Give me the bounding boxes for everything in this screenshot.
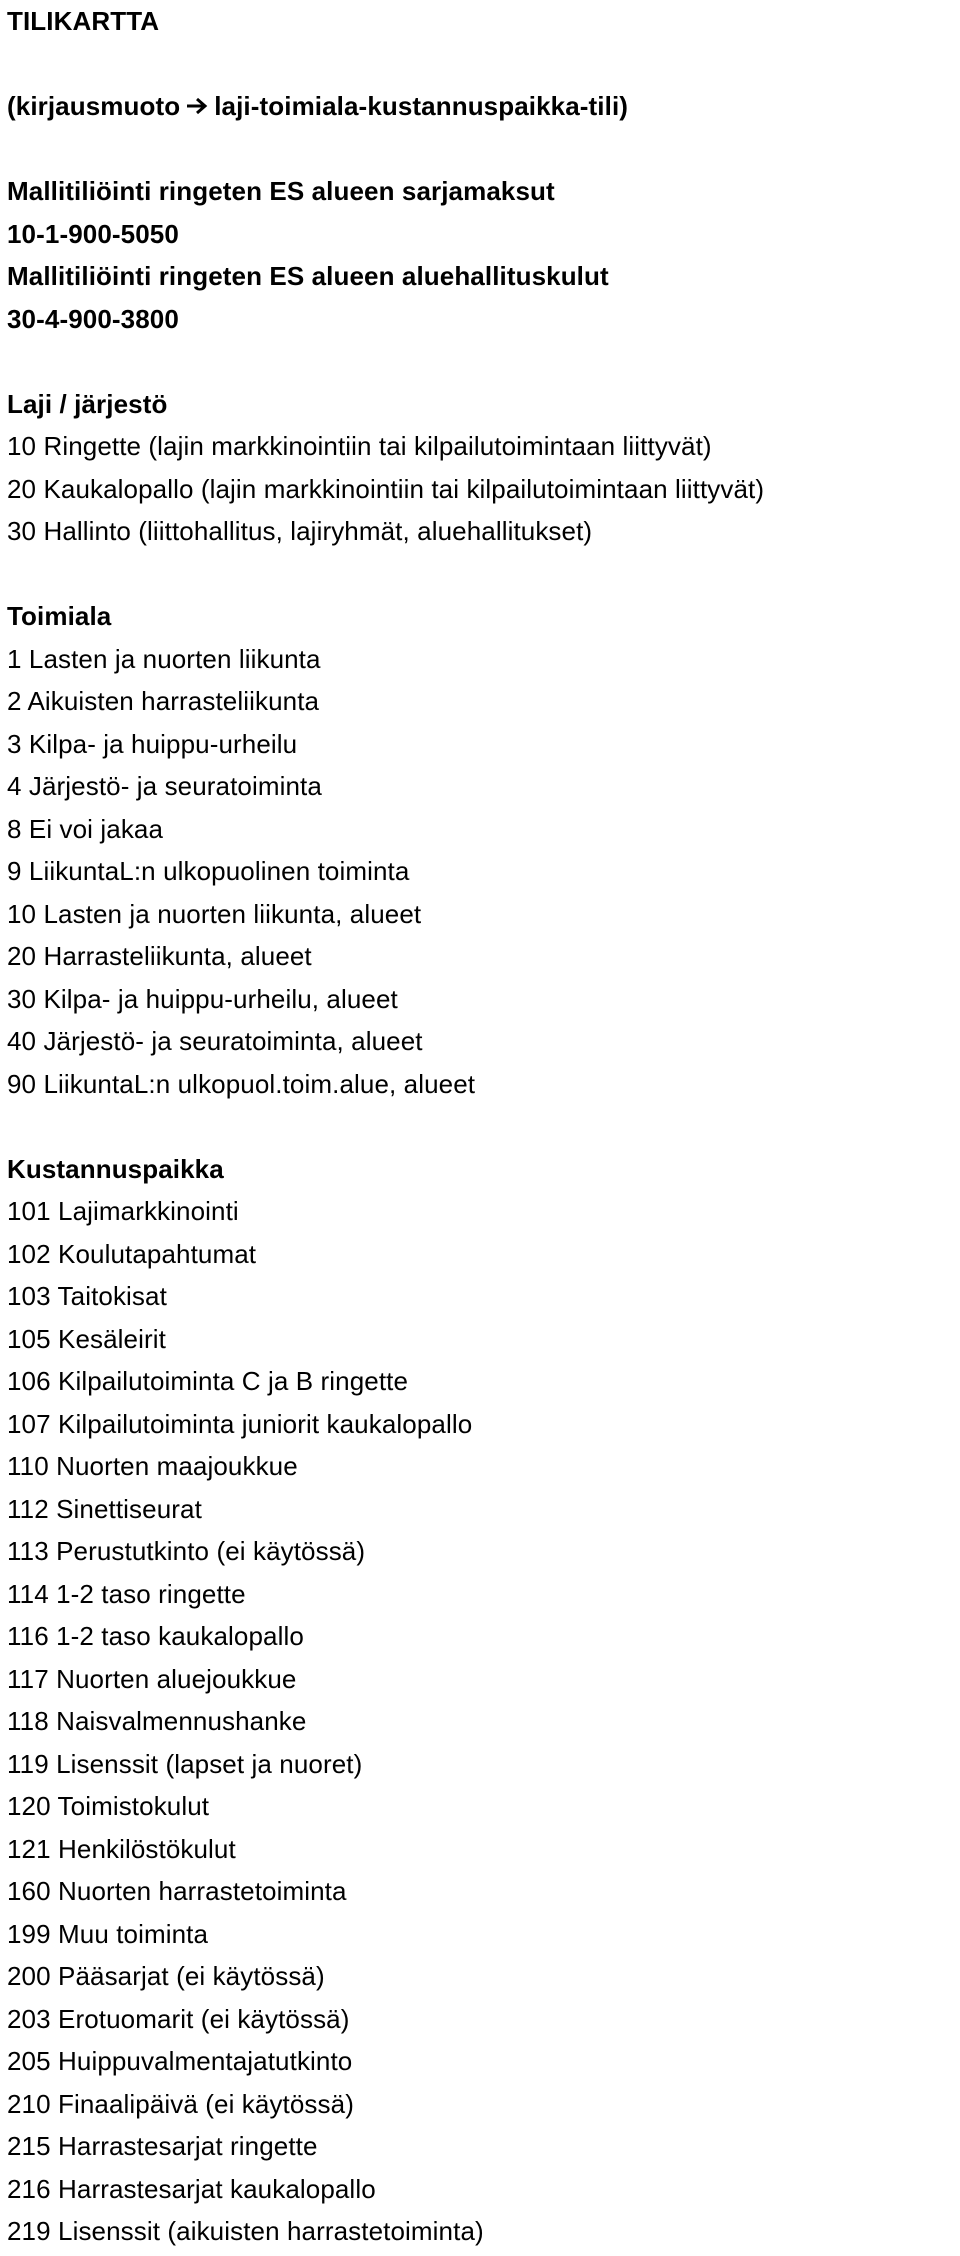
spacer [7,43,953,86]
toimiala-item: 40 Järjestö- ja seuratoiminta, alueet [7,1026,423,1056]
kustannuspaikka-item: 219 Lisenssit (aikuisten harrastetoiminta) [7,2216,484,2246]
kustannuspaikka-item: 215 Harrastesarjat ringette [7,2131,318,2161]
spacer [7,1105,953,1148]
kustannuspaikka-item: 199 Muu toiminta [7,1918,209,1949]
toimiala-item: 8 Ei voi jakaa [7,813,164,844]
toimiala-item: 1 Lasten ja nuorten liikunta [7,643,321,674]
kustannuspaikka-item: 101 Lajimarkkinointi [7,1196,239,1226]
example-line: Mallitiliöinti ringeten ES alueen sarjamaksut [7,176,555,206]
kustannuspaikka-item: 203 Erotuomarit (ei käytössä) [7,2003,350,2034]
kustannuspaikka-item: 216 Harrastesarjat kaukalopallo [7,2173,376,2204]
kustannuspaikka-item: 118 Naisvalmennushanke [7,1706,307,1736]
page-title: TILIKARTTA [7,6,160,36]
example-line: 30-4-900-3800 [7,303,179,334]
toimiala-item: 3 Kilpa- ja huippu-urheilu [7,728,298,759]
kustannuspaikka-section [7,1148,953,2253]
kustannuspaikka-list [7,1190,953,2253]
kustannuspaikka-item: 114 1-2 taso ringette [7,1578,246,1609]
laji-item: 30 Hallinto (liittohallitus, lajiryhmät, aluehallitukset) [7,516,593,546]
kustannuspaikka-item: 113 Perustutkinto (ei käytössä) [7,1536,366,1566]
laji-section [7,383,953,553]
kustannuspaikka-item: 160 Nuorten harrastetoiminta [7,1876,347,1906]
kustannuspaikka-item: 120 Toimistokulut [7,1791,210,1821]
toimiala-item: 90 LiikuntaL:n ulkopuol.toim.alue, alueet [7,1068,476,1099]
kustannuspaikka-item: 105 Kesäleirit [7,1323,166,1354]
toimiala-item: 30 Kilpa- ja huippu-urheilu, alueet [7,983,398,1014]
toimiala-heading: Toimiala [7,601,112,631]
spacer [7,128,953,171]
kustannuspaikka-item: 205 Huippuvalmentajatutkinto [7,2046,353,2076]
kustannuspaikka-item: 106 Kilpailutoiminta C ja B ringette [7,1366,409,1396]
kustannuspaikka-item: 200 Pääsarjat (ei käytössä) [7,1961,325,1991]
spacer [7,553,953,596]
right-arrow-icon [186,85,208,128]
format-line [7,85,953,128]
kustannuspaikka-item: 110 Nuorten maajoukkue [7,1451,298,1481]
kustannuspaikka-item: 116 1-2 taso kaukalopallo [7,1621,304,1651]
format-prefix: (kirjausmuoto [7,91,181,121]
document-page [7,0,953,2253]
laji-item: 20 Kaukalopallo (lajin markkinointiin tai kilpailutoimintaan liittyvät) [7,473,765,504]
kustannuspaikka-item: 117 Nuorten aluejoukkue [7,1663,297,1694]
toimiala-item: 2 Aikuisten harrasteliikunta [7,686,320,716]
kustannuspaikka-item: 121 Henkilöstökulut [7,1833,236,1864]
toimiala-item: 10 Lasten ja nuorten liikunta, alueet [7,898,422,929]
example-line: Mallitiliöinti ringeten ES alueen aluehallituskulut [7,261,609,291]
spacer [7,340,953,383]
kustannuspaikka-item: 210 Finaalipäivä (ei käytössä) [7,2088,354,2119]
kustannuspaikka-item: 103 Taitokisat [7,1281,167,1311]
kustannuspaikka-item: 112 Sinettiseurat [7,1493,202,1524]
toimiala-list [7,638,953,1106]
toimiala-item: 20 Harrasteliikunta, alueet [7,941,312,971]
kustannuspaikka-item: 102 Koulutapahtumat [7,1238,257,1269]
toimiala-section [7,595,953,1105]
example-line: 10-1-900-5050 [7,218,179,249]
kustannuspaikka-item: 107 Kilpailutoiminta juniorit kaukalopallo [7,1408,473,1439]
toimiala-item: 4 Järjestö- ja seuratoiminta [7,771,322,801]
kustannuspaikka-heading: Kustannuspaikka [7,1153,224,1184]
laji-list [7,425,953,553]
format-suffix: laji-toimiala-kustannuspaikka-tili) [214,91,629,121]
examples-section [7,170,953,340]
laji-heading: Laji / järjestö [7,388,168,419]
kustannuspaikka-item: 119 Lisenssit (lapset ja nuoret) [7,1748,363,1779]
toimiala-item: 9 LiikuntaL:n ulkopuolinen toiminta [7,856,410,886]
laji-item: 10 Ringette (lajin markkinointiin tai kilpailutoimintaan liittyvät) [7,431,712,461]
